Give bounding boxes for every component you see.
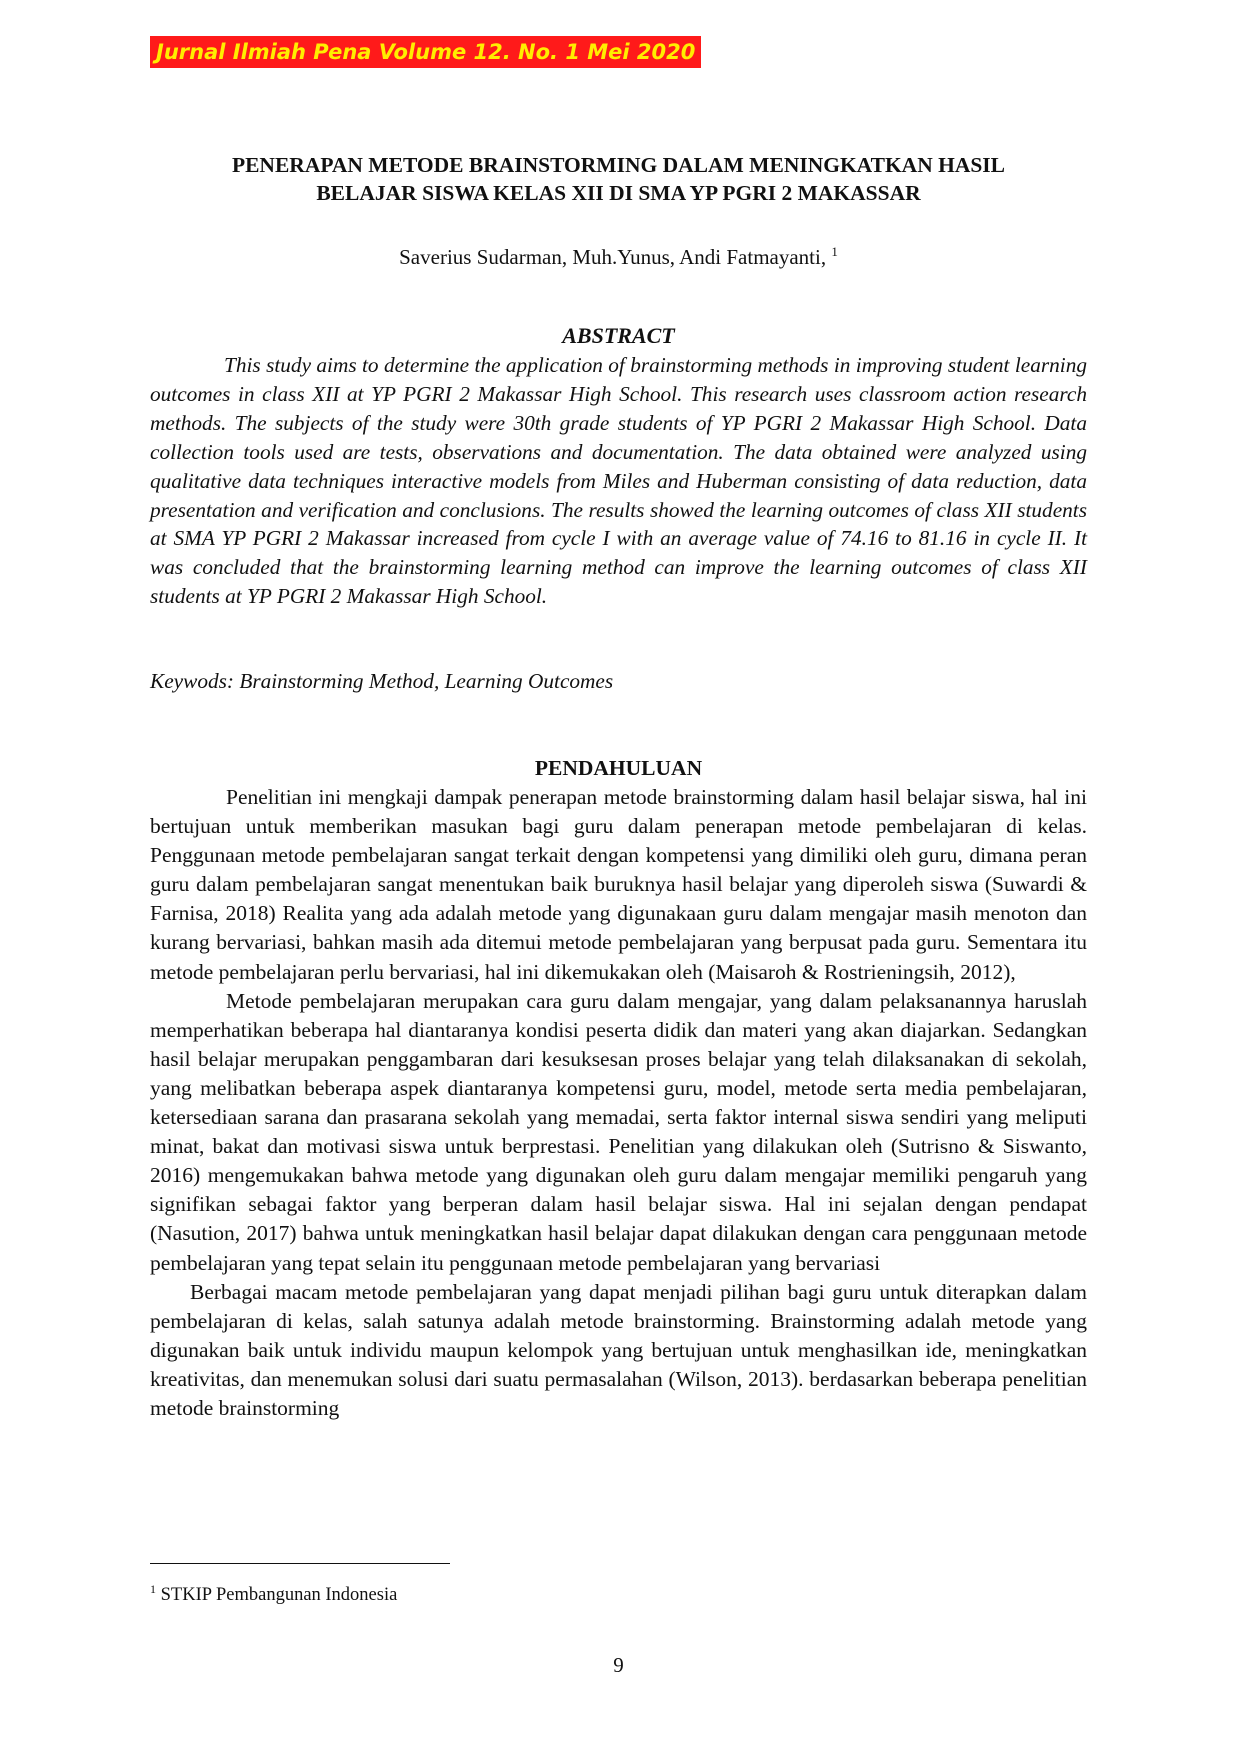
author-list xyxy=(150,238,1087,271)
footnote-text: STKIP Pembangunan Indonesia xyxy=(156,1585,398,1606)
abstract-heading: ABSTRACT xyxy=(562,323,675,348)
paper-title-line-2: BELAJAR SISWA KELAS XII DI SMA YP PGRI 2 MAKASSAR xyxy=(316,181,921,205)
paragraph: Penelitian ini mengkaji dampak penerapan metode brainstorming dalam hasil belajar siswa, hal ini bertujuan untuk memberikan masukan bagi guru dalam penerapan metode pembelajaran di kelas. Penggunaan metode pembelajaran sangat terkait dengan kompetensi yang dimiliki oleh guru, dimana peran guru dalam pembelajaran sangat menentukan baik buruknya hasil belajar yang diperoleh siswa (Suwardi & Farnisa, 2018) Realita yang ada adalah metode yang digunakaan guru dalam mengajar masih menoton dan kurang bervariasi, bahkan masih ada ditemui metode pembelajaran yang berpusat pada guru. Sementara itu metode pembelajaran perlu bervariasi, hal ini dikemukakan oleh (Maisaroh & Rostrieningsih, 2012), xyxy=(150,785,1087,984)
paragraph: Berbagai macam metode pembelajaran yang dapat menjadi pilihan bagi guru untuk diterapkan dalam pembelajaran di kelas, salah satunya adalah metode brainstorming. Brainstorming adalah metode yang digunakan baik untuk individu maupun kelompok yang bertujuan untuk menghasilkan ide, meningkatkan kreativitas, dan menemukan solusi dari suatu permasalahan (Wilson, 2013). berdasarkan beberapa penelitian metode brainstorming xyxy=(150,1279,1087,1420)
introduction-body xyxy=(150,783,1087,1423)
author-footnote-mark: 1 xyxy=(831,244,838,259)
page-number: 9 xyxy=(613,1653,624,1677)
journal-header-banner xyxy=(150,36,701,68)
journal-header-text: Jurnal Ilmiah Pena Volume 12. No. 1 Mei 2020 xyxy=(156,40,696,64)
footnote xyxy=(150,1577,750,1607)
author-names: Saverius Sudarman, Muh.Yunus, Andi Fatmayanti, xyxy=(399,245,832,269)
paper-title-line-1: PENERAPAN METODE BRAINSTORMING DALAM MENINGKATKAN HASIL xyxy=(231,153,1006,177)
keywords: Keywods: Brainstorming Method, Learning Outcomes xyxy=(150,669,614,693)
paper-title xyxy=(150,151,1087,207)
paragraph: Metode pembelajaran merupakan cara guru dalam mengajar, yang dalam pelaksanannya haruslah memperhatikan beberapa hal diantaranya kondisi peserta didik dan materi yang akan diajarkan. Sedangkan hasil belajar merupakan penggambaran dari kesuksesan proses belajar yang telah dilaksanakan di sekolah, yang melibatkan beberapa aspek diantaranya kompetensi guru, model, metode serta media pembelajaran, ketersediaan sarana dan prasarana sekolah yang memadai, serta faktor internal siswa sendiri yang meliputi minat, bakat dan motivasi siswa untuk berprestasi. Penelitian yang dilakukan oleh (Sutrisno & Siswanto, 2016) mengemukakan bahwa metode yang digunakan oleh guru dalam mengajar memiliki pengaruh yang signifikan sebagai faktor yang berperan dalam hasil belajar siswa. Hal ini sejalan dengan pendapat (Nasution, 2017) bahwa untuk meningkatkan hasil belajar dapat dilakukan dengan cara penggunaan metode pembelajaran yang tepat selain itu penggunaan metode pembelajaran yang bervariasi xyxy=(150,988,1087,1275)
footnote-mark: 1 xyxy=(150,1582,156,1596)
section-heading-pendahuluan: PENDAHULUAN xyxy=(534,756,703,780)
footnote-divider xyxy=(150,1563,450,1564)
abstract-text: This study aims to determine the application of brainstorming methods in improving student learning outcomes in class XII at YP PGRI 2 Makassar High School. This research uses classroom action research methods. The subjects of the study were 30th grade students of YP PGRI 2 Makassar High School. Data collection tools used are tests, observations and documentation. The data obtained were analyzed using qualitative data techniques interactive models from Miles and Huberman consisting of data reduction, data presentation and verification and conclusions. The results showed the learning outcomes of class XII students at SMA YP PGRI 2 Makassar increased from cycle I with an average value of 74.16 to 81.16 in cycle II. It was concluded that the brainstorming learning method can improve the learning outcomes of class XII students at YP PGRI 2 Makassar High School. xyxy=(150,353,1087,609)
